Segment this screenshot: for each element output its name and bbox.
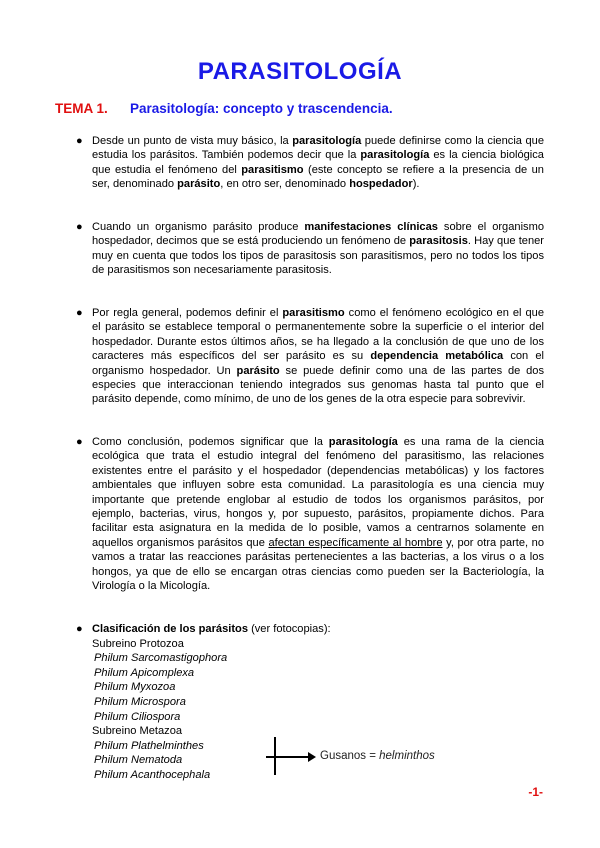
arrow-shaft [266, 756, 310, 758]
list-item: Subreino Metazoa [92, 725, 183, 738]
list-item: Philum Nematoda [94, 754, 183, 767]
bullet-icon: ● [76, 221, 83, 233]
bullet-classification: ● Clasificación de los parásitos (ver fotocopias): Subreino Protozoa Philum Sarcomastigophora Philum Apicomplexa Philum Myxozoa Philum Microspora Philum Ciliospora Subreino Metazoa Philum Plathelminthes Philum Nematoda Philum Acanthocephala [92, 622, 544, 783]
page-number: -1- [528, 785, 543, 799]
section-title: Parasitología: concepto y trascendencia. [130, 101, 393, 116]
bullet-icon: ● [76, 135, 83, 147]
list-item: Philum Plathelminthes [94, 739, 204, 752]
list-item: Philum Apicomplexa [94, 666, 195, 679]
bullet-icon: ● [76, 307, 83, 319]
list-item: Philum Microspora [94, 695, 186, 708]
list-item: Philum Ciliospora [94, 710, 181, 723]
bullet-icon: ● [76, 436, 83, 448]
bullet-paragraph-parasitosis: ● Cuando un organismo parásito produce manifestaciones clínicas sobre el organismo hospedador, decimos que se está produciendo un fenómeno de parasitosis. Hay que tener muy en cuenta que todos los tipos de parasitosis son parasitismos, pero no todos los tipos de parasitismos son necesariamente parasitosis. [76, 221, 545, 277]
list-item: Philum Acanthocephala [94, 768, 211, 781]
bullet-paragraph-conclusion: ● Como conclusión, podemos significar que la parasitología es una rama de la ciencia ecológica que trata el estudio integral del fenómeno del parasitismo, las relaciones existentes entre el parásito y el hospedador (dependencias metabólicas) y los factores ambientales que influyen sobre esta comunidad. La parasitología es una ciencia muy importante que pretende englobar al estudio de todos los organismos parásitos, por ejemplo, bacterias, virus, hongos y, por supuesto, parásitos, propiamente dichos. Para facilitar esta asignatura en la medida de lo posible, vamos a centrarnos solamente en aquellos organismos parásitos que afectan específicamente al hombre y, por otra parte, no vamos a tratar las reacciones parásitas pertenecientes a las bacterias, a los virus o a los hongos, ya que de ello se encargan otras ciencias como pueden ser la Bacteriología, la Virología o la Micología. [76, 436, 545, 593]
bullet-paragraph-definition: ● Desde un punto de vista muy básico, la parasitología puede definirse como la ciencia que estudia los parásitos. También podemos decir que la parasitología es la ciencia biológica que estudia el fenómeno del parasitismo (este concepto se refiere a la presencia de un ser, denominado parásito, en otro ser, denominado hospedador). [76, 135, 544, 191]
helminth-bracket [266, 737, 456, 777]
page-title: PARASITOLOGÍA [197, 58, 403, 85]
classification-heading: Clasificación de los parásitos [92, 623, 248, 635]
bracket-label: Gusanos = helminthos [320, 750, 435, 762]
list-item: Philum Sarcomastigophora [94, 652, 228, 665]
list-item: Subreino Protozoa [92, 637, 184, 650]
arrow-right-icon [308, 752, 316, 762]
bullet-paragraph-parasitismo: ● Por regla general, podemos definir el parasitismo como el fenómeno ecológico en el que el parásito se establece temporal o permanentemente sobre la superficie o el interior del hospedador. Durante estos últimos años, se ha llegado a la conclusión de que uno de los caracteres más específicos del ser parásito es su dependencia metabólica con el organismo hospedador. Un parásito se puede definir como una de las partes de dos especies que interaccionan teniendo integrados sus genomas hasta tal punto que el parásito depende, como mínimo, de uno de los genes de la otra especie para sobrevivir. [76, 307, 544, 406]
list-item: Philum Myxozoa [94, 681, 176, 694]
bullet-icon: ● [76, 623, 83, 635]
section-number: TEMA 1. [55, 101, 108, 116]
section-heading [55, 101, 393, 116]
